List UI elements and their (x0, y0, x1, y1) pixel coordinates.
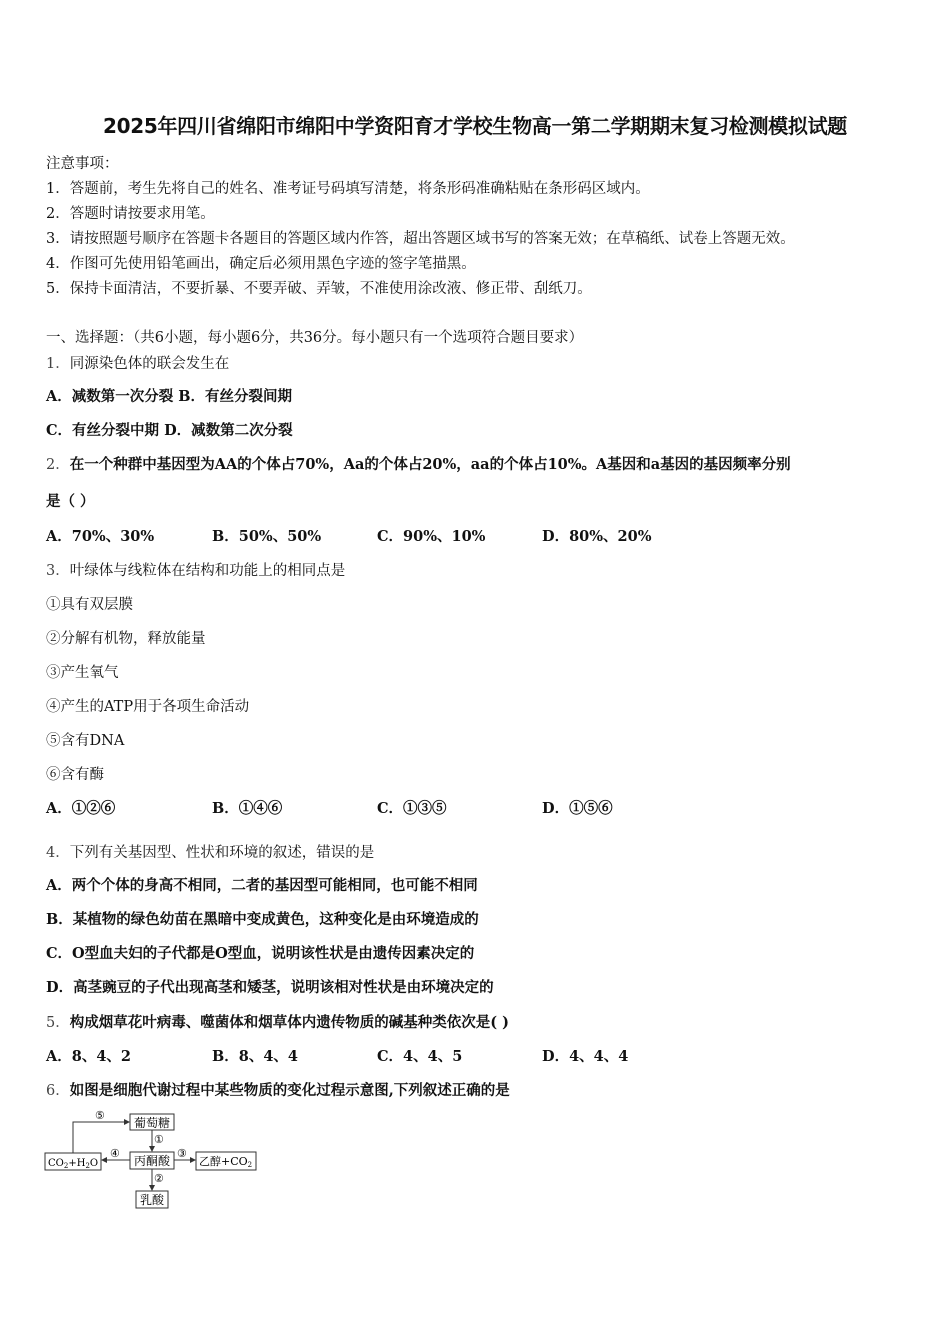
question-stem: 叶绿体与线粒体在结构和功能上的相同点是 (69, 563, 346, 579)
question-number: 3． (46, 563, 70, 579)
question-6 (46, 1079, 510, 1100)
pyruvate-label: 丙酮酸 (133, 1154, 171, 1168)
q3-item: ⑥含有酶 (46, 767, 104, 783)
option-b: B．8、4、4 (212, 1048, 299, 1065)
notice-item: 5．保持卡面清洁，不要折暴、不要弄破、弄皱，不准使用涂改液、修正带、刮纸刀。 (46, 281, 592, 297)
q3-item: ②分解有机物，释放能量 (46, 631, 206, 647)
option-d: D．①⑤⑥ (542, 800, 613, 817)
step-3-label: ③ (177, 1147, 187, 1160)
question-number: 2． (46, 457, 70, 473)
question-number: 5． (46, 1015, 70, 1031)
question-number: 4． (46, 845, 70, 861)
question-stem: 下列有关基因型、性状和环境的叙述，错误的是 (69, 845, 375, 861)
question-stem: 在一个种群中基因型为AA的个体占70%，Aa的个体占20%，aa的个体占10%。A基因和a基因的基因频率分别 (69, 456, 791, 473)
question-stem: 构成烟草花叶病毒、噬菌体和烟草体内遗传物质的碱基种类依次是( ) (69, 1014, 510, 1031)
option-c: C．①③⑤ (377, 800, 447, 817)
step-4-label: ④ (110, 1147, 120, 1160)
co2-h2o-label: $CO_2+H_2O$ (48, 1158, 99, 1170)
notice-item: 1．答题前，考生先将自己的姓名、准考证号码填写清楚，将条形码准确粘贴在条形码区域内。 (46, 181, 650, 197)
step-2-label: ② (154, 1172, 164, 1185)
option-a: A．①②⑥ (46, 800, 116, 817)
option-c: C．90%、10% (377, 528, 486, 545)
question-number: 1． (46, 356, 70, 372)
glucose-label: 葡萄糖 (133, 1116, 171, 1130)
question-3 (46, 559, 345, 580)
q2-stem-cont: 是（ ） (46, 493, 95, 510)
section-heading: 一、选择题：（共6小题，每小题6分，共36分。每小题只有一个选项符合题目要求） (46, 330, 584, 346)
question-stem: 同源染色体的联会发生在 (69, 356, 230, 372)
question-4 (46, 841, 374, 862)
q1-options-line1: A．减数第一次分裂 B．有丝分裂间期 (46, 388, 293, 405)
notice-item: 4．作图可先使用铅笔画出，确定后必须用黑色字迹的签字笔描黑。 (46, 256, 476, 272)
option-d: D．4、4、4 (542, 1048, 629, 1065)
question-stem: 如图是细胞代谢过程中某些物质的变化过程示意图,下列叙述正确的是 (69, 1082, 510, 1099)
option-a: A．两个个体的身高不相同，二者的基因型可能相同，也可能不相同 (46, 877, 478, 894)
q3-item: ③产生氧气 (46, 665, 119, 681)
step-5-label: ⑤ (95, 1109, 105, 1122)
q3-item: ④产生的ATP用于各项生命活动 (46, 699, 250, 715)
metabolism-diagram (40, 1105, 270, 1215)
option-a: A．8、4、2 (46, 1048, 132, 1065)
question-2 (46, 453, 791, 474)
option-b: B．①④⑥ (212, 800, 283, 817)
q1-options-line2: C．有丝分裂中期 D．减数第二次分裂 (46, 422, 293, 439)
q3-item: ⑤含有DNA (46, 733, 125, 749)
step-1-label: ① (154, 1133, 164, 1146)
option-d: D．高茎豌豆的子代出现高茎和矮茎，说明该相对性状是由环境决定的 (46, 979, 494, 996)
arrow-5 (73, 1122, 129, 1153)
question-number: 6． (46, 1083, 70, 1099)
notice-heading: 注意事项： (46, 156, 119, 172)
notice-item: 3．请按照题号顺序在答题卡各题目的答题区域内作答，超出答题区域书写的答案无效；在草稿纸、试卷上答题无效。 (46, 231, 795, 247)
option-c: C．O型血夫妇的子代都是O型血，说明该性状是由遗传因素决定的 (46, 945, 475, 962)
option-a: A．70%、30% (46, 528, 155, 545)
option-c: C．4、4、5 (377, 1048, 463, 1065)
ethanol-label: 乙醇+CO2 (199, 1155, 253, 1169)
question-1 (46, 352, 229, 373)
option-b: B．50%、50% (212, 528, 322, 545)
question-5 (46, 1011, 509, 1032)
option-d: D．80%、20% (542, 528, 652, 545)
lactic-label: 乳酸 (139, 1193, 165, 1207)
option-b: B．某植物的绿色幼苗在黑暗中变成黄色，这种变化是由环境造成的 (46, 911, 479, 928)
q3-item: ①具有双层膜 (46, 597, 133, 613)
page-title: 2025年四川省绵阳市绵阳中学资阳育才学校生物高一第二学期期末复习检测模拟试题 (103, 114, 847, 138)
notice-item: 2．答题时请按要求用笔。 (46, 206, 215, 222)
